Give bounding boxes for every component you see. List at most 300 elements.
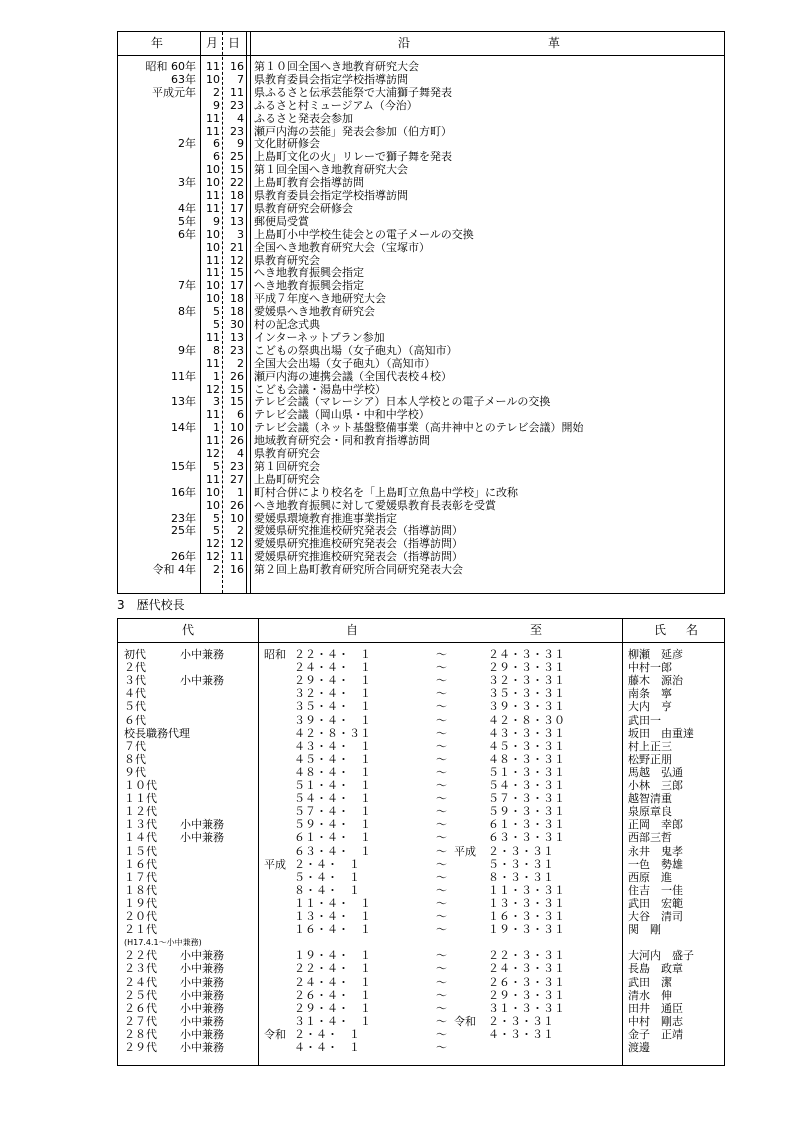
principal-name: 一色 勢雄 <box>628 857 683 871</box>
history-day: 27 <box>230 472 244 486</box>
history-event: 上島町研究会 <box>254 472 320 486</box>
history-year: 63年 <box>171 72 196 86</box>
range-separator: ～ <box>436 674 447 688</box>
section-title-text: 歴代校長 <box>136 598 185 612</box>
range-separator: ～ <box>436 988 447 1002</box>
range-separator: ～ <box>436 739 447 753</box>
history-month: 12 <box>206 537 220 551</box>
principals-table <box>117 618 725 1066</box>
history-year: 26年 <box>171 550 196 564</box>
history-event: テレビ会議（マレーシア）日本人学校との電子メールの交換 <box>254 395 551 409</box>
principal-generation: ２２代 <box>124 949 157 963</box>
principal-generation: １５代 <box>124 844 157 858</box>
history-day: 4 <box>237 111 244 125</box>
principal-name: 武田一 <box>628 713 661 727</box>
history-day: 16 <box>230 60 244 73</box>
divider-month <box>222 32 223 593</box>
history-day: 23 <box>230 124 244 138</box>
history-month: 11 <box>206 434 220 448</box>
principal-name: 正岡 幸郎 <box>628 818 683 832</box>
principal-note: 小中兼務 <box>180 1014 224 1028</box>
principal-to-date: ２６・３・３１ <box>488 975 565 989</box>
history-year: 昭和 60年 <box>145 60 196 73</box>
history-year: 23年 <box>171 511 196 525</box>
principal-generation: ２６代 <box>124 1001 157 1015</box>
principal-to-date: １１・３・３１ <box>488 883 565 897</box>
history-month: 5 <box>213 459 220 473</box>
history-year: 13年 <box>171 395 196 409</box>
history-day: 1 <box>237 485 244 499</box>
principals-header <box>118 619 724 643</box>
principal-generation: ２７代 <box>124 1014 157 1028</box>
principal-name: 西部三哲 <box>628 831 672 845</box>
principal-to-date: ２９・３・３１ <box>488 661 565 675</box>
principal-to-date: ６３・３・３１ <box>488 831 565 845</box>
history-day: 3 <box>237 227 244 241</box>
header-month: 月 <box>206 36 219 50</box>
history-month: 8 <box>213 343 220 357</box>
history-month: 11 <box>206 111 220 125</box>
range-separator: ～ <box>436 1001 447 1015</box>
principal-generation: １０代 <box>124 779 157 792</box>
range-separator: ～ <box>436 713 447 727</box>
range-separator: ～ <box>436 883 447 897</box>
history-day: 9 <box>237 137 244 151</box>
history-month: 5 <box>213 524 220 538</box>
history-day: 10 <box>230 511 244 525</box>
principal-note: 小中兼務 <box>180 818 224 832</box>
principal-from-date: ２９・４・ １ <box>294 1001 371 1015</box>
principal-from-date: ８・４・ １ <box>294 883 360 897</box>
history-day: 21 <box>230 240 244 254</box>
principal-from-date: ４２・８・３１ <box>294 726 371 740</box>
principal-generation: ９代 <box>124 765 146 779</box>
history-month: 9 <box>213 214 220 228</box>
principal-name: 坂田 由重達 <box>628 726 694 740</box>
header-name-1: 氏 <box>654 623 667 637</box>
divider-day-double <box>250 32 251 593</box>
principal-from-date: ６３・４・ １ <box>294 844 371 858</box>
divider-year <box>200 32 201 593</box>
principal-from-date: ５９・４・ １ <box>294 818 371 832</box>
history-month: 11 <box>206 356 220 370</box>
principal-generation: １４代 <box>124 831 157 845</box>
principal-generation: １１代 <box>124 792 157 806</box>
principal-generation: ２８代 <box>124 1027 157 1041</box>
principal-generation: ２４代 <box>124 975 157 989</box>
history-event: 平成７年度へき地研究大会 <box>254 292 386 306</box>
range-separator: ～ <box>436 726 447 740</box>
principal-generation: ２代 <box>124 661 146 675</box>
range-separator: ～ <box>436 896 447 910</box>
history-year: 8年 <box>178 305 196 319</box>
history-day: 2 <box>237 524 244 538</box>
history-header <box>118 32 724 56</box>
history-day: 13 <box>230 330 244 344</box>
principal-generation: ８代 <box>124 752 146 766</box>
history-day: 17 <box>230 279 244 293</box>
header-generation: 代 <box>182 623 195 637</box>
history-year: 9年 <box>178 343 196 357</box>
history-event: 文化財研修会 <box>254 137 320 151</box>
history-event: 瀬戸内海の芸能」発表会参加（伯方町） <box>254 124 452 138</box>
history-event: 県教育研究会研修会 <box>254 201 353 215</box>
principal-from-date: ４８・４・ １ <box>294 765 371 779</box>
principal-name: 越智清重 <box>628 792 672 806</box>
principal-to-date: １９・３・３１ <box>488 923 565 937</box>
history-day: 26 <box>230 369 244 383</box>
history-day: 23 <box>230 98 244 112</box>
range-separator: ～ <box>436 949 447 963</box>
principal-name: 南条 寧 <box>628 687 672 701</box>
history-day: 15 <box>230 395 244 409</box>
principal-to-date: ４・３・３１ <box>488 1027 554 1041</box>
header-name-2: 名 <box>686 623 699 637</box>
principal-generation: １７代 <box>124 870 157 884</box>
divider-generation <box>258 619 259 1065</box>
principal-from-date: １６・４・ １ <box>294 923 371 937</box>
principal-to-date: ４２・８・３０ <box>488 713 565 727</box>
history-year: 4年 <box>178 201 196 215</box>
history-year: 14年 <box>171 421 196 435</box>
history-event: 県教育研究会 <box>254 447 320 460</box>
range-separator: ～ <box>436 844 447 858</box>
history-event: こどもの祭典出場（女子砲丸）（高知市） <box>254 343 458 357</box>
history-month: 5 <box>213 305 220 319</box>
principal-to-era: 令和 <box>454 1014 476 1028</box>
principal-from-date: ２２・４・ １ <box>294 962 371 976</box>
history-month: 10 <box>206 279 220 293</box>
history-month: 11 <box>206 408 220 422</box>
header-content-2: 革 <box>548 36 561 50</box>
principal-to-date: ５・３・３１ <box>488 857 554 871</box>
principal-to-date: ３１・３・３１ <box>488 1001 565 1015</box>
principal-note: 小中兼務 <box>180 831 224 845</box>
principal-note: 小中兼務 <box>180 648 224 661</box>
history-year: 16年 <box>171 485 196 499</box>
principal-to-date: ５９・３・３１ <box>488 805 565 819</box>
principal-generation: ４代 <box>124 687 146 701</box>
divider-period <box>622 619 623 1065</box>
history-month: 5 <box>213 318 220 331</box>
history-month: 11 <box>206 189 220 202</box>
principal-generation: 初代 <box>124 648 146 661</box>
header-from: 自 <box>346 623 359 637</box>
history-year: 平成元年 <box>152 85 196 99</box>
principal-to-date: ３２・３・３１ <box>488 674 565 688</box>
history-month: 10 <box>206 292 220 306</box>
range-separator: ～ <box>436 792 447 806</box>
section-number: 3 <box>117 598 125 612</box>
history-day: 11 <box>230 550 244 564</box>
principal-to-date: ２２・３・３１ <box>488 949 565 963</box>
principal-name: 渡邊 <box>628 1041 650 1054</box>
principal-to-date: ８・３・３１ <box>488 870 554 884</box>
principal-generation: ３代 <box>124 674 146 688</box>
history-event: へき地教育振興会指定 <box>254 279 364 293</box>
history-day: 15 <box>230 163 244 177</box>
history-month: 6 <box>213 137 220 151</box>
history-day: 12 <box>230 253 244 267</box>
header-day: 日 <box>228 36 241 50</box>
history-year: 5年 <box>178 214 196 228</box>
history-month: 5 <box>213 511 220 525</box>
principal-name: 大河内 盛子 <box>628 949 694 963</box>
history-event: ふるさと発表会参加 <box>254 111 353 125</box>
range-separator: ～ <box>436 1041 447 1054</box>
principal-note: 小中兼務 <box>180 975 224 989</box>
range-separator: ～ <box>436 818 447 832</box>
principal-name: 馬越 弘通 <box>628 765 683 779</box>
principal-note: 小中兼務 <box>180 674 224 688</box>
history-month: 2 <box>213 563 220 577</box>
principal-to-date: ２・３・３１ <box>488 844 554 858</box>
principal-name: 永井 鬼孝 <box>628 844 683 858</box>
principal-name: 藤木 源治 <box>628 674 683 688</box>
header-content-1: 沿 <box>398 36 411 50</box>
history-day: 16 <box>230 563 244 577</box>
range-separator: ～ <box>436 687 447 701</box>
history-day: 25 <box>230 150 244 164</box>
history-month: 10 <box>206 485 220 499</box>
principal-to-date: ２９・３・３１ <box>488 988 565 1002</box>
range-separator: ～ <box>436 975 447 989</box>
history-day: 18 <box>230 189 244 202</box>
principal-name: 中村 剛志 <box>628 1014 683 1028</box>
history-year: 7年 <box>178 279 196 293</box>
principal-from-date: ５１・４・ １ <box>294 779 371 792</box>
principal-note: 小中兼務 <box>180 949 224 963</box>
principal-from-date: ３１・４・ １ <box>294 1014 371 1028</box>
history-day: 11 <box>230 85 244 99</box>
principal-to-date: １６・３・３１ <box>488 910 565 923</box>
range-separator: ～ <box>436 805 447 819</box>
principal-from-date: ６１・４・ １ <box>294 831 371 845</box>
history-day: 7 <box>237 72 244 86</box>
principal-name: 武田 潔 <box>628 975 672 989</box>
history-table <box>117 31 725 594</box>
principal-from-era: 令和 <box>264 1027 286 1041</box>
principal-name: 小林 三郎 <box>628 779 683 792</box>
principal-name: 大内 亨 <box>628 700 672 714</box>
principal-to-date: ４５・３・３１ <box>488 739 565 753</box>
history-event: 全国大会出場（女子砲丸）（高知市） <box>254 356 436 370</box>
history-month: 1 <box>213 369 220 383</box>
history-event: 第２回上島町教育研究所合同研究発表大会 <box>254 563 463 577</box>
principal-to-date: ３９・３・３１ <box>488 700 565 714</box>
history-month: 10 <box>206 227 220 241</box>
history-day: 2 <box>237 356 244 370</box>
history-year: 25年 <box>171 524 196 538</box>
principal-to-date: ３５・３・３１ <box>488 687 565 701</box>
history-day: 26 <box>230 498 244 512</box>
history-month: 2 <box>213 85 220 99</box>
history-month: 10 <box>206 240 220 254</box>
history-year: 令和 4年 <box>152 563 196 577</box>
history-year: 6年 <box>178 227 196 241</box>
history-day: 30 <box>230 318 244 331</box>
principal-from-date: ５４・４・ １ <box>294 792 371 806</box>
principal-to-date: ６１・３・３１ <box>488 818 565 832</box>
history-year: 2年 <box>178 137 196 151</box>
history-event: 県ふるさと伝承芸能祭で大浦獅子舞発表 <box>254 85 452 99</box>
principal-generation: １９代 <box>124 896 157 910</box>
principal-name: 柳瀬 延彦 <box>628 648 683 661</box>
principal-generation: ２３代 <box>124 962 157 976</box>
principal-to-date: ２・３・３１ <box>488 1014 554 1028</box>
history-event: 上島町教育会指導訪問 <box>254 176 364 190</box>
principal-generation: (H17.4.1～小中兼務) <box>124 938 202 948</box>
history-event: 郵便局受賞 <box>254 214 309 228</box>
principal-generation: ２９代 <box>124 1041 157 1054</box>
principal-from-date: １３・４・ １ <box>294 910 371 923</box>
principal-note: 小中兼務 <box>180 1027 224 1041</box>
history-event: インターネットプラン参加 <box>254 330 385 344</box>
principal-to-date: ５７・３・３１ <box>488 792 565 806</box>
history-event: 愛媛県へき地教育研究会 <box>254 305 375 319</box>
history-day: 18 <box>230 292 244 306</box>
history-day: 18 <box>230 305 244 319</box>
history-event: へき地教育振興に対して愛媛県教育長表彰を受賞 <box>254 498 496 512</box>
range-separator: ～ <box>436 870 447 884</box>
principal-generation: 校長職務代理 <box>124 726 190 740</box>
history-event: 愛媛県研究推進校研究発表会（指導訪問） <box>254 550 463 564</box>
history-event: 第１０回全国へき地教育研究大会 <box>254 60 419 73</box>
history-event: 県教育委員会指定学校指導訪問 <box>254 72 408 86</box>
history-day: 13 <box>230 214 244 228</box>
principal-from-date: ２９・４・ １ <box>294 674 371 688</box>
history-month: 11 <box>206 60 220 73</box>
principal-generation: ２０代 <box>124 910 157 923</box>
range-separator: ～ <box>436 910 447 923</box>
principal-from-date: ２６・４・ １ <box>294 988 371 1002</box>
principal-to-date: ２４・３・３１ <box>488 962 565 976</box>
principal-to-date: ５４・３・３１ <box>488 779 565 792</box>
history-month: 11 <box>206 330 220 344</box>
principal-name: 松野正朋 <box>628 752 672 766</box>
history-month: 11 <box>206 124 220 138</box>
history-month: 10 <box>206 176 220 190</box>
history-day: 26 <box>230 434 244 448</box>
history-year: 3年 <box>178 176 196 190</box>
history-month: 10 <box>206 163 220 177</box>
history-day: 15 <box>230 382 244 396</box>
history-event: 愛媛県研究推進校研究発表会（指導訪問） <box>254 537 463 551</box>
history-event: 村の記念式典 <box>254 318 320 331</box>
principal-generation: １２代 <box>124 805 157 819</box>
history-day: 12 <box>230 537 244 551</box>
principal-from-date: ４３・４・ １ <box>294 739 371 753</box>
principal-name: 清水 伸 <box>628 988 672 1002</box>
range-separator: ～ <box>436 962 447 976</box>
principal-to-era: 平成 <box>454 844 476 858</box>
history-event: 第１回研究会 <box>254 459 320 473</box>
section-title <box>117 597 185 613</box>
history-day: 22 <box>230 176 244 190</box>
principal-from-date: ３５・４・ １ <box>294 700 371 714</box>
principal-note: 小中兼務 <box>180 1001 224 1015</box>
principal-generation: １８代 <box>124 883 157 897</box>
principal-name: 村上正三 <box>628 739 672 753</box>
principal-from-date: ５・４・ １ <box>294 870 360 884</box>
range-separator: ～ <box>436 661 447 675</box>
history-year: 11年 <box>171 369 196 383</box>
principal-generation: ６代 <box>124 713 146 727</box>
principal-from-date: ２４・４・ １ <box>294 661 371 675</box>
principal-generation: ７代 <box>124 739 146 753</box>
history-event: 全国へき地教育研究大会（宝塚市） <box>254 240 430 254</box>
history-month: 10 <box>206 498 220 512</box>
principal-note: 小中兼務 <box>180 988 224 1002</box>
range-separator: ～ <box>436 779 447 792</box>
principal-name: 田井 通臣 <box>628 1001 683 1015</box>
principal-generation: ５代 <box>124 700 146 714</box>
history-event: 愛媛県環境教育推進事業指定 <box>254 511 397 525</box>
range-separator: ～ <box>436 765 447 779</box>
history-month: 12 <box>206 550 220 564</box>
history-month: 11 <box>206 253 220 267</box>
history-day: 4 <box>237 447 244 460</box>
principal-from-date: ３２・４・ １ <box>294 687 371 701</box>
history-event: テレビ会議（岡山県・中和中学校） <box>254 408 430 422</box>
history-event: 県教育研究会 <box>254 253 320 267</box>
principal-from-era: 平成 <box>264 857 286 871</box>
history-month: 12 <box>206 447 220 460</box>
principal-from-date: １９・４・ １ <box>294 949 371 963</box>
range-separator: ～ <box>436 700 447 714</box>
principal-to-date: ４３・３・３１ <box>488 726 565 740</box>
principal-name: 中村一郎 <box>628 661 672 675</box>
history-event: テレビ会議（ネット基盤整備事業（高井神中とのテレビ会議）開始 <box>254 421 584 435</box>
history-day: 23 <box>230 459 244 473</box>
principal-name: 住吉 一佳 <box>628 883 683 897</box>
range-separator: ～ <box>436 857 447 871</box>
history-month: 10 <box>206 72 220 86</box>
principal-name: 武田 宏範 <box>628 896 683 910</box>
principal-name: 大谷 清司 <box>628 910 683 923</box>
principal-to-date: ２４・３・３１ <box>488 648 565 661</box>
principal-from-era: 昭和 <box>264 648 286 661</box>
history-event: へき地教育振興会指定 <box>254 266 364 280</box>
history-day: 23 <box>230 343 244 357</box>
history-month: 11 <box>206 472 220 486</box>
history-month: 3 <box>213 395 220 409</box>
principal-name: 金子 正靖 <box>628 1027 683 1041</box>
history-event: 瀬戸内海の連携会議（全国代表校４校） <box>254 369 452 383</box>
principal-note: 小中兼務 <box>180 1041 224 1054</box>
history-event: こども会議・湯島中学校） <box>254 382 386 396</box>
history-day: 6 <box>237 408 244 422</box>
divider-day <box>246 32 247 593</box>
history-month: 9 <box>213 98 220 112</box>
principal-from-date: ５７・４・ １ <box>294 805 371 819</box>
history-day: 17 <box>230 201 244 215</box>
principal-generation: １３代 <box>124 818 157 832</box>
principal-name: 西原 進 <box>628 870 672 884</box>
principal-from-date: ４５・４・ １ <box>294 752 371 766</box>
history-year: 15年 <box>171 459 196 473</box>
header-to: 至 <box>530 623 543 637</box>
history-event: ふるさと村ミュージアム（今治） <box>254 98 418 112</box>
history-event: 地域教育研究会・同和教育指導訪問 <box>254 434 430 448</box>
principal-from-date: ２・４・ １ <box>294 857 360 871</box>
range-separator: ～ <box>436 831 447 845</box>
history-event: 県教育委員会指定学校指導訪問 <box>254 189 408 202</box>
history-month: 11 <box>206 201 220 215</box>
history-month: 1 <box>213 421 220 435</box>
history-day: 15 <box>230 266 244 280</box>
range-separator: ～ <box>436 1014 447 1028</box>
